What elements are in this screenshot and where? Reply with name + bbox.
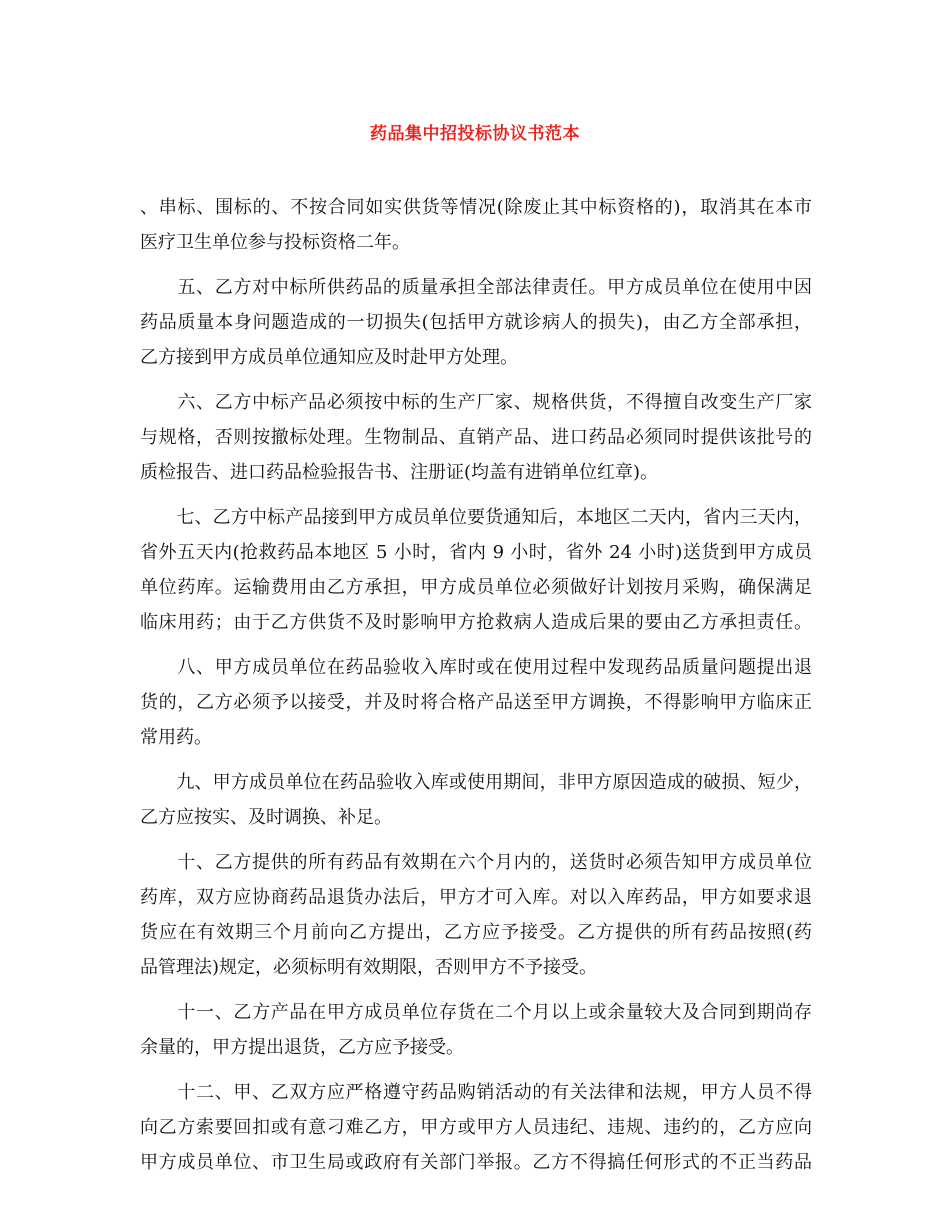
paragraph-gap — [140, 640, 812, 650]
text-line: 甲方成员单位、市卫生局或政府有关部门举报。乙方不得搞任何形式的不正当药品 — [140, 1152, 812, 1173]
text-line: 品管理法)规定，必须标明有效期限，否则甲方不予接受。 — [140, 957, 598, 978]
paragraph-gap — [140, 835, 812, 845]
text-line: 货应在有效期三个月前向乙方提出，乙方应予接受。乙方提供的所有药品按照(药 — [140, 922, 812, 943]
paragraph-gap — [140, 490, 812, 500]
paragraph-gap — [140, 985, 812, 995]
text-line: 单位药库。运输费用由乙方承担，甲方成员单位必须做好计划按月采购，确保满足 — [140, 577, 812, 598]
text-line: 乙方应按实、及时调换、补足。 — [140, 807, 392, 828]
text-line: 常用药。 — [140, 727, 212, 748]
text-line: 六、乙方中标产品必须按中标的生产厂家、规格供货，不得擅自改变生产厂家 — [140, 392, 812, 413]
paragraph-gap — [140, 755, 812, 765]
text-line: 与规格，否则按撤标处理。生物制品、直销产品、进口药品必须同时提供该批号的 — [140, 427, 812, 448]
text-line: 药品质量本身问题造成的一切损失(包括甲方就诊病人的损失)，由乙方全部承担， — [140, 312, 812, 333]
text-line: 医疗卫生单位参与投标资格二年。 — [140, 232, 410, 253]
text-line: 临床用药；由于乙方供货不及时影响甲方抢救病人造成后果的要由乙方承担责任。 — [140, 612, 812, 633]
text-line: 七、乙方中标产品接到甲方成员单位要货通知后，本地区二天内，省内三天内， — [140, 507, 812, 528]
text-line: 省外五天内(抢救药品本地区 5 小时，省内 9 小时，省外 24 小时)送货到甲方成员 — [140, 542, 812, 563]
paragraph-gap — [140, 375, 812, 385]
text-line: 十、乙方提供的所有药品有效期在六个月内的，送货时必须告知甲方成员单位 — [140, 852, 812, 873]
text-line: 货的，乙方必须予以接受，并及时将合格产品送至甲方调换，不得影响甲方临床正 — [140, 692, 812, 713]
paragraph-gap — [140, 260, 812, 270]
text-line: 、串标、围标的、不按合同如实供货等情况(除废止其中标资格的)，取消其在本市 — [140, 197, 812, 218]
text-line: 八、甲方成员单位在药品验收入库时或在使用过程中发现药品质量问题提出退 — [140, 657, 812, 678]
text-line: 向乙方索要回扣或有意刁难乙方，甲方或甲方人员违纪、违规、违约的，乙方应向 — [140, 1117, 812, 1138]
paragraph-gap — [140, 1065, 812, 1075]
text-line: 乙方接到甲方成员单位通知应及时赴甲方处理。 — [140, 347, 518, 368]
text-line: 十一、乙方产品在甲方成员单位存货在二个月以上或余量较大及合同到期尚存 — [140, 1002, 812, 1023]
text-line: 九、甲方成员单位在药品验收入库或使用期间，非甲方原因造成的破损、短少， — [140, 772, 812, 793]
document-title: 药品集中招投标协议书范本 — [370, 124, 580, 144]
text-line: 药库，双方应协商药品退货办法后，甲方才可入库。对以入库药品，甲方如要求退 — [140, 887, 812, 908]
document-body — [140, 190, 812, 1180]
text-line: 余量的，甲方提出退货，乙方应予接受。 — [140, 1037, 464, 1058]
text-line: 质检报告、进口药品检验报告书、注册证(均盖有进销单位红章)。 — [140, 462, 659, 483]
text-line: 五、乙方对中标所供药品的质量承担全部法律责任。甲方成员单位在使用中因 — [140, 277, 812, 298]
text-line: 十二、甲、乙双方应严格遵守药品购销活动的有关法律和法规，甲方人员不得 — [140, 1082, 812, 1103]
